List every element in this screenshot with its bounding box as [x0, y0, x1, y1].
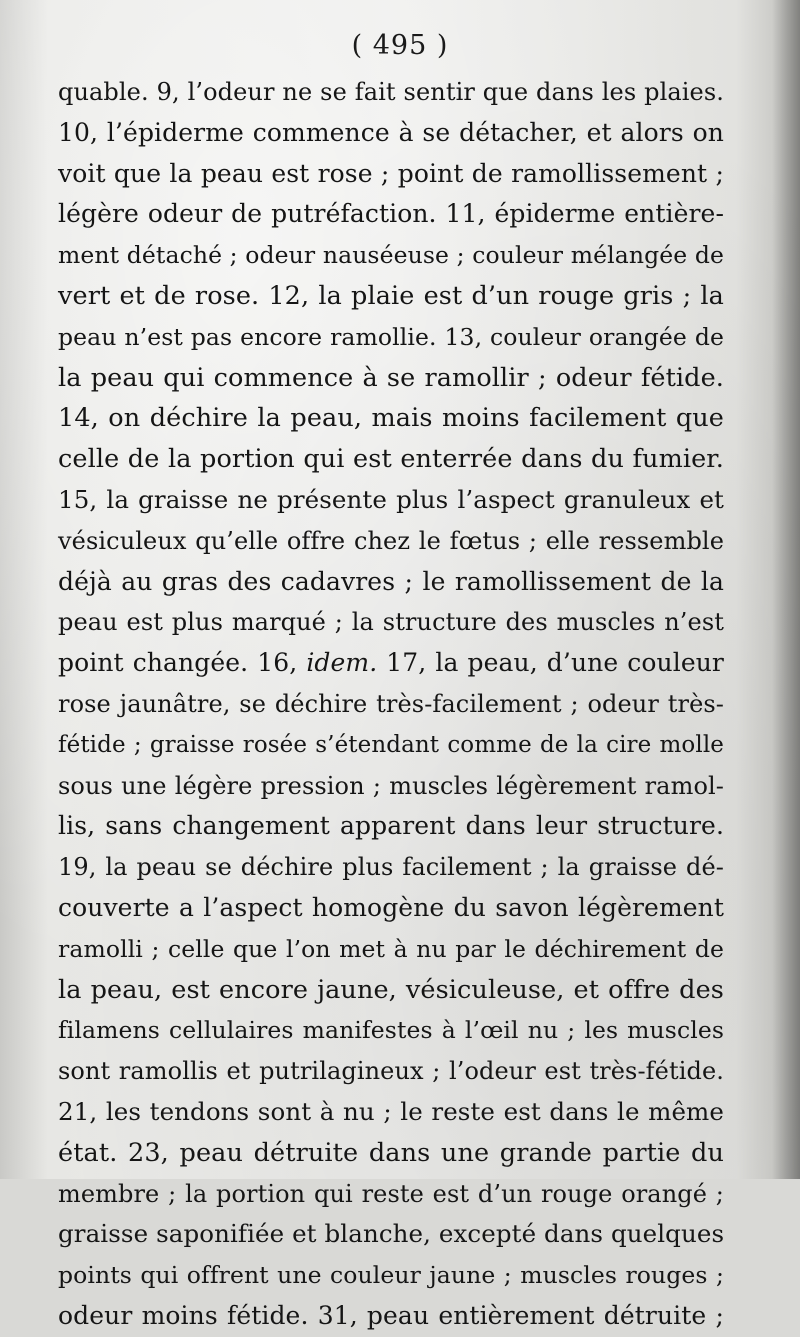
- text-line: odeur moins fétide. 31, peau entièrement détruite ;: [58, 1300, 724, 1330]
- italic-word: idem.: [306, 648, 378, 678]
- text-line: peau est plus marqué ; la structure des muscles n’est: [58, 608, 724, 637]
- text-line: sont ramollis et putrilagineux ; l’odeur est très-fétide.: [58, 1057, 724, 1086]
- text-line: lis, sans changement apparent dans leur structure.: [58, 811, 724, 841]
- text-line: 14, on déchire la peau, mais moins facilement que: [58, 403, 724, 434]
- text-line: ramolli ; celle que l’on met à nu par le déchirement de: [58, 934, 724, 963]
- text-line: graisse saponifiée et blanche, excepté dans quelques: [58, 1219, 725, 1249]
- text-line: filamens cellulaires manifestes à l’œil nu ; les muscles: [58, 1016, 724, 1045]
- text-line: ment détaché ; odeur nauséeuse ; couleur mélangée de: [58, 241, 724, 270]
- text-line: la peau, est encore jaune, vésiculeuse, et offre des: [58, 974, 724, 1005]
- body-text: [58, 72, 724, 1337]
- text-line: points qui offrent une couleur jaune ; muscles rouges ;: [58, 1261, 724, 1290]
- text-line: sous une légère pression ; muscles légèrement ramol-: [58, 771, 724, 800]
- page-number: ( 495 ): [351, 30, 449, 61]
- text-line: état. 23, peau détruite dans une grande partie du: [58, 1137, 724, 1168]
- text-line: 15, la graisse ne présente plus l’aspect granuleux et: [58, 484, 724, 514]
- text-line: fétide ; graisse rosée s’étendant comme de la cire molle: [58, 731, 724, 758]
- text-line: point changée. 16, idem. 17, la peau, d’une couleur: [58, 648, 724, 678]
- text-line: peau n’est pas encore ramollie. 13, couleur orangée de: [58, 322, 724, 351]
- text-line: déjà au gras des cadavres ; le ramollissement de la: [58, 566, 724, 596]
- text-line: légère odeur de putréfaction. 11, épiderme entière-: [58, 199, 724, 229]
- text-line: vert et de rose. 12, la plaie est d’un rouge gris ; la: [58, 280, 724, 311]
- text-line: celle de la portion qui est enterrée dans du fumier.: [58, 444, 724, 475]
- text-line: couverte a l’aspect homogène du savon légèrement: [58, 892, 724, 922]
- page-edge-shadow: [772, 0, 800, 1179]
- text-line: quable. 9, l’odeur ne se fait sentir que dans les plaies.: [58, 78, 724, 106]
- text-line: la peau qui commence à se ramollir ; odeur fétide.: [58, 362, 724, 393]
- text-line: 10, l’épiderme commence à se détacher, et alors on: [58, 117, 724, 147]
- text-line: voit que la peau est rose ; point de ramollissement ;: [58, 158, 724, 188]
- text-line: membre ; la portion qui reste est d’un rouge orangé ;: [58, 1179, 724, 1208]
- text-line: rose jaunâtre, se déchire très-facilement ; odeur très-: [58, 689, 724, 718]
- text-line: vésiculeux qu’elle offre chez le fœtus ; elle ressemble: [58, 526, 724, 555]
- text-line: 19, la peau se déchire plus facilement ; la graisse dé-: [58, 853, 724, 882]
- text-line: 21, les tendons sont à nu ; le reste est dans le même: [58, 1096, 724, 1126]
